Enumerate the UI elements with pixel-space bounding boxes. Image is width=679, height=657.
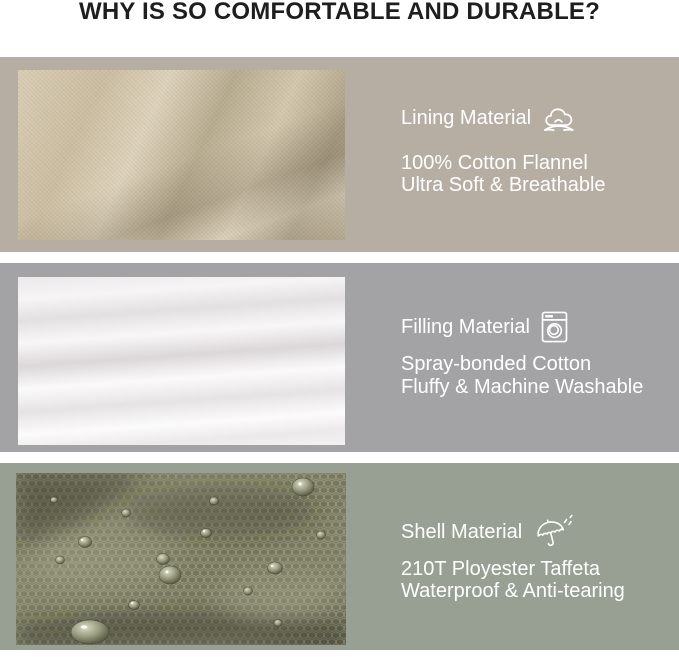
shell-fabric-photo (16, 473, 346, 645)
filling-cotton-photo (18, 277, 345, 445)
shell-heading-row (401, 520, 575, 544)
filling-heading-row (401, 315, 568, 339)
washing-machine-icon (541, 311, 568, 343)
lining-info (401, 57, 679, 252)
lining-fabric-photo (18, 70, 345, 240)
section-shell (0, 463, 679, 650)
filling-line2: Fluffy & Machine Washable (401, 376, 644, 398)
umbrella-rain-icon (533, 514, 575, 551)
cotton-ball-icon (542, 103, 576, 133)
filling-heading: Filling Material (401, 315, 530, 338)
page-title: WHY IS SO COMFORTABLE AND DURABLE? (78, 0, 600, 25)
shell-line1: 210T Ployester Taffeta (401, 558, 601, 580)
section-lining (0, 57, 679, 252)
shell-heading: Shell Material (401, 520, 523, 543)
lining-line2: Ultra Soft & Breathable (401, 174, 606, 196)
lining-heading-row (401, 106, 576, 130)
section-filling (0, 263, 679, 452)
lining-line1: 100% Cotton Flannel (401, 152, 588, 174)
shell-line2: Waterproof & Anti-tearing (401, 580, 625, 602)
shell-info (401, 463, 679, 650)
filling-info (401, 263, 679, 452)
lining-heading: Lining Material (401, 106, 532, 129)
filling-line1: Spray-bonded Cotton (401, 353, 592, 375)
